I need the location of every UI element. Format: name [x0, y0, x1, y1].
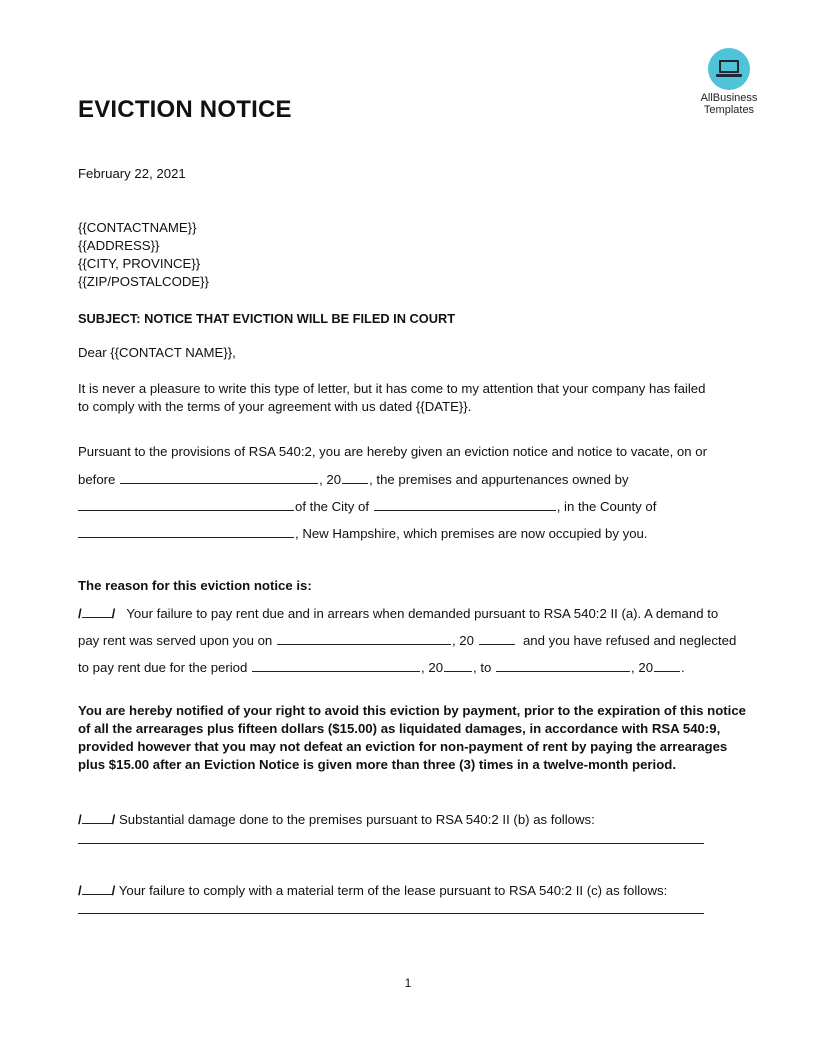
reason-heading: The reason for this eviction notice is:: [78, 578, 312, 593]
reason-a-text-2: pay rent was served upon you on: [78, 633, 273, 648]
recipient-city-province: {{CITY, PROVINCE}}: [78, 256, 201, 271]
subject-line: SUBJECT: NOTICE THAT EVICTION WILL BE FILED IN COURT: [78, 311, 456, 326]
pursuant-line-1: Pursuant to the provisions of RSA 540:2, you are hereby given an eviction notice and notice to vacate, on or: [78, 444, 707, 459]
to-text: , to: [473, 660, 492, 675]
pursuant-line-3: [78, 498, 656, 514]
recipient-address: {{ADDRESS}}: [78, 238, 160, 253]
vacate-year-blank[interactable]: [342, 471, 368, 484]
salutation: Dear {{CONTACT NAME}},: [78, 345, 236, 360]
year-prefix: , 20: [319, 472, 342, 487]
reason-c-line: [78, 882, 667, 898]
owner-name-blank[interactable]: [78, 498, 294, 511]
county-text: , in the County of: [556, 499, 657, 514]
reason-b-fill-line[interactable]: [78, 843, 704, 844]
period-end-year-blank[interactable]: [654, 659, 680, 672]
logo-line-1: AllBusiness: [700, 92, 758, 104]
premises-text: , the premises and appurtenances owned by: [369, 472, 629, 487]
intro-line-1: It is never a pleasure to write this type of letter, but it has come to my attention that your company has failed: [78, 381, 706, 396]
reason-a-text-3: to pay rent due for the period: [78, 660, 248, 675]
notice-line-2: of all the arrearages plus fifteen dollars ($15.00) as liquidated damages, in accordance with RSA 540:9,: [78, 721, 721, 736]
demand-year-blank[interactable]: [479, 632, 515, 645]
checkbox-slash-open: /: [78, 883, 82, 898]
checkbox-slash-close: /: [111, 883, 116, 898]
checkbox-slash-open: /: [78, 606, 82, 621]
pursuant-line-2: [78, 471, 629, 487]
checkbox-slash-close: /: [111, 606, 116, 621]
checkbox-slash-close: /: [111, 812, 116, 827]
document-title: EVICTION NOTICE: [78, 96, 292, 123]
reason-a-text-2-end: and you have refused and neglected: [522, 633, 737, 648]
reason-a-text-1: Your failure to pay rent due and in arrears when demanded pursuant to RSA 540:2 II (a). A demand to: [126, 606, 719, 621]
logo-line-2: Templates: [703, 104, 755, 116]
vacate-date-blank[interactable]: [120, 471, 318, 484]
notice-line-4: plus $15.00 after an Eviction Notice is given more than three (3) times in a twelve-month period.: [78, 757, 676, 772]
reason-c-fill-line[interactable]: [78, 913, 704, 914]
letter-date: February 22, 2021: [78, 166, 186, 181]
nh-text: , New Hampshire, which premises are now occupied by you.: [295, 526, 648, 541]
period-mark: .: [681, 660, 685, 675]
notice-line-3: provided however that you may not defeat an eviction for non-payment of rent by paying the arrearages: [78, 739, 728, 754]
reason-a-line-3: [78, 659, 685, 675]
recipient-zip: {{ZIP/POSTALCODE}}: [78, 274, 209, 289]
intro-line-2: to comply with the terms of your agreement with us dated {{DATE}}.: [78, 399, 472, 414]
period-start-year-blank[interactable]: [444, 659, 472, 672]
period-end-blank[interactable]: [496, 659, 630, 672]
before-label: before: [78, 472, 116, 487]
demand-date-blank[interactable]: [277, 632, 451, 645]
period-end-year-prefix: , 20: [631, 660, 654, 675]
logo-text: [694, 92, 764, 116]
reason-c-check-blank[interactable]: [82, 882, 112, 895]
reason-b-text: Substantial damage done to the premises pursuant to RSA 540:2 II (b) as follows:: [119, 812, 595, 827]
period-start-year-prefix: , 20: [421, 660, 444, 675]
period-start-blank[interactable]: [252, 659, 420, 672]
recipient-contact-name: {{CONTACTNAME}}: [78, 220, 197, 235]
city-blank[interactable]: [374, 498, 556, 511]
notice-line-1: You are hereby notified of your right to avoid this eviction by payment, prior to the expiration of this notice: [78, 703, 746, 718]
reason-a-check-blank[interactable]: [82, 605, 112, 618]
reason-a-line-1: [78, 605, 718, 621]
demand-year-prefix: , 20: [451, 633, 474, 648]
laptop-icon: [708, 48, 750, 90]
pursuant-line-4: [78, 525, 648, 541]
reason-b-check-blank[interactable]: [82, 811, 112, 824]
reason-b-line: [78, 811, 595, 827]
page-number: 1: [404, 976, 412, 990]
city-text: of the City of: [295, 499, 370, 514]
county-blank[interactable]: [78, 525, 294, 538]
reason-c-text: Your failure to comply with a material term of the lease pursuant to RSA 540:2 II (c) as follows:: [118, 883, 668, 898]
allbusiness-logo: [694, 48, 764, 116]
checkbox-slash-open: /: [78, 812, 82, 827]
reason-a-line-2: [78, 632, 736, 648]
